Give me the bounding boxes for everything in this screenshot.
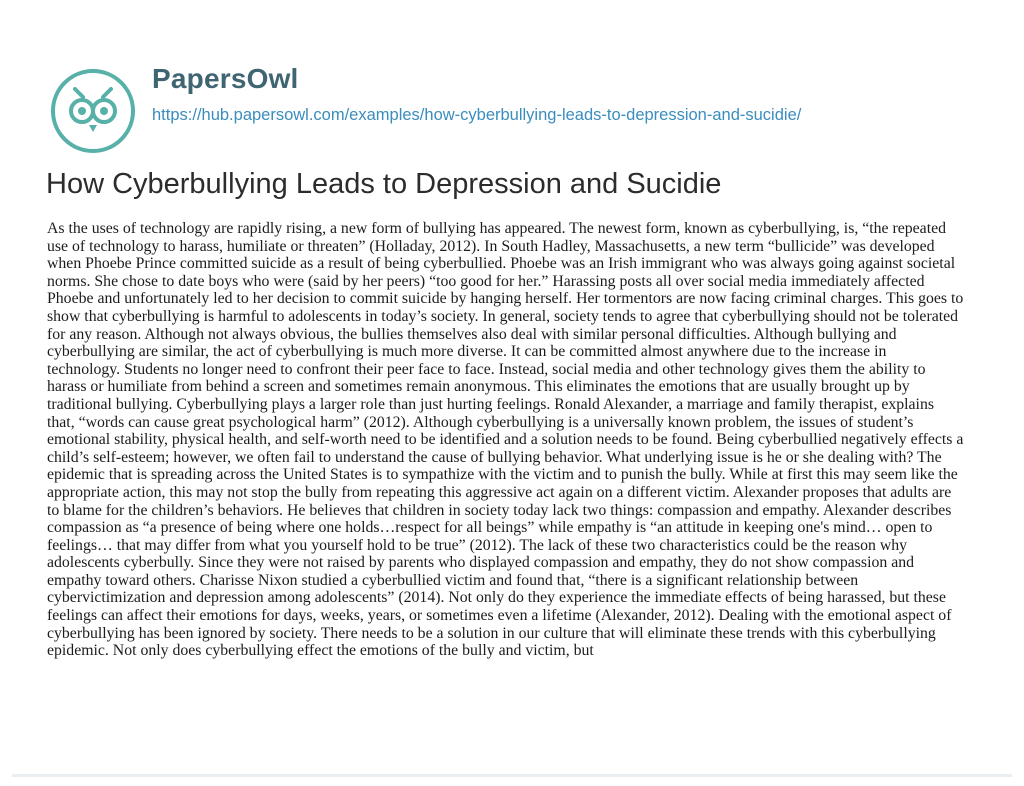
article-line: show that cyberbullying is harmful to adolescents in today’s society. In general, society tends to agree that cyberbullying should not be tolerated [47,307,959,325]
article-line: child’s self-esteem; however, we often fail to understand the cause of bullying behavior. What underlying issue is he or she dealing with? The [47,448,942,466]
article-line: empathy toward others. Charisse Nixon studied a cyberbullied victim and found that, “there is a significant relationship between [47,571,859,589]
article-line: that, “words can cause great psychological harm” (2012). Although cyberbullying is a universally known problem, the issues of student’s [47,413,914,431]
article-line: epidemic that is spreading across the United States is to sympathize with the victim and to punish the bully. While at first this may seem like the [47,466,958,484]
article-line: to blame for the children’s behaviors. He believes that children in society today lack two things: compassion and empathy. Alexander describes [47,501,952,519]
article-line: epidemic. Not only does cyberbullying effect the emotions of the bully and victim, but [47,642,594,660]
bottom-divider [12,774,1012,777]
article-line: compassion as “a presence of being where one holds…respect for all beings” while empathy is “an attitude in keeping one's mind… open to [47,519,933,537]
brand-name[interactable]: PapersOwl [152,63,299,94]
article-line: technology. Students no longer need to confront their peer face to face. Instead, social media and other technology gives them the ability to [47,360,926,378]
article-line: when Phoebe Prince committed suicide as a result of being cyberbullied. Phoebe was an Irish immigrant who was always going against societal [47,255,956,273]
article-line: norms. She chose to date boys who were (said by her peers) “too good for her.” Harassing posts all over social media immediately affected [47,272,925,290]
article-line: appropriate action, this may not stop the bully from repeating this aggressive act again on a different victim. Alexander proposes that adults are [47,483,952,501]
article-line: emotional stability, physical health, and self-worth need to be identified and a solution needs to be found. Being cyberbullied negatively effects a [47,431,964,449]
article-line: cyberbullying has been ignored by society. There needs to be a solution in our culture that will eliminate these trends with this cyberbullying [47,624,936,642]
page-header [0,0,1024,150]
article-line: use of technology to harass, humiliate or threaten” (Holladay, 2012). In South Hadley, Massachusetts, a new term “bullicide” was developed [47,237,935,255]
source-url-link[interactable]: https://hub.papersowl.com/examples/how-cyberbullying-leads-to-depression-and-sucidie/ [152,106,802,124]
article-line: Phoebe and unfortunately led to her decision to commit suicide by hanging herself. Her tormentors are now facing criminal charges. This goes to [47,290,964,308]
article-line: As the uses of technology are rapidly rising, a new form of bullying has appeared. The newest form, known as cyberbullying, is, “the repeated [47,220,946,237]
article-body [47,220,987,660]
article-line: feelings can affect their emotions for days, weeks, years, or sometimes even a lifetime (Alexander, 2012). Dealing with the emotional aspect of [47,607,952,625]
page-title: How Cyberbullying Leads to Depression and Sucidie [46,168,722,200]
article-line: for any reason. Although not always obvious, the bullies themselves also deal with similar personal difficulties. Although bullying and [47,325,897,343]
article-line: cyberbullying are similar, the act of cyberbullying is much more diverse. It can be committed almost anywhere due to the increase in [47,343,887,361]
article-line: harass or humiliate from behind a screen and sometimes remain anonymous. This eliminates the emotions that are usually brought up by [47,378,910,396]
article-line: adolescents cyberbully. Since they were not raised by parents who displayed compassion and empathy, they do not show compassion and [47,554,915,572]
article-line: traditional bullying. Cyberbullying plays a larger role than just hurting feelings. Ronald Alexander, a marriage and family therapist, explains [47,395,934,413]
article-line: feelings… that may differ from what you yourself hold to be true” (2012). The lack of these two characteristics could be the reason why [47,536,908,554]
article-line: cybervictimization and depression among adolescents” (2014). Not only do they experience the immediate effects of being harassed, but these [47,589,946,607]
owl-logo-icon[interactable] [49,67,137,155]
